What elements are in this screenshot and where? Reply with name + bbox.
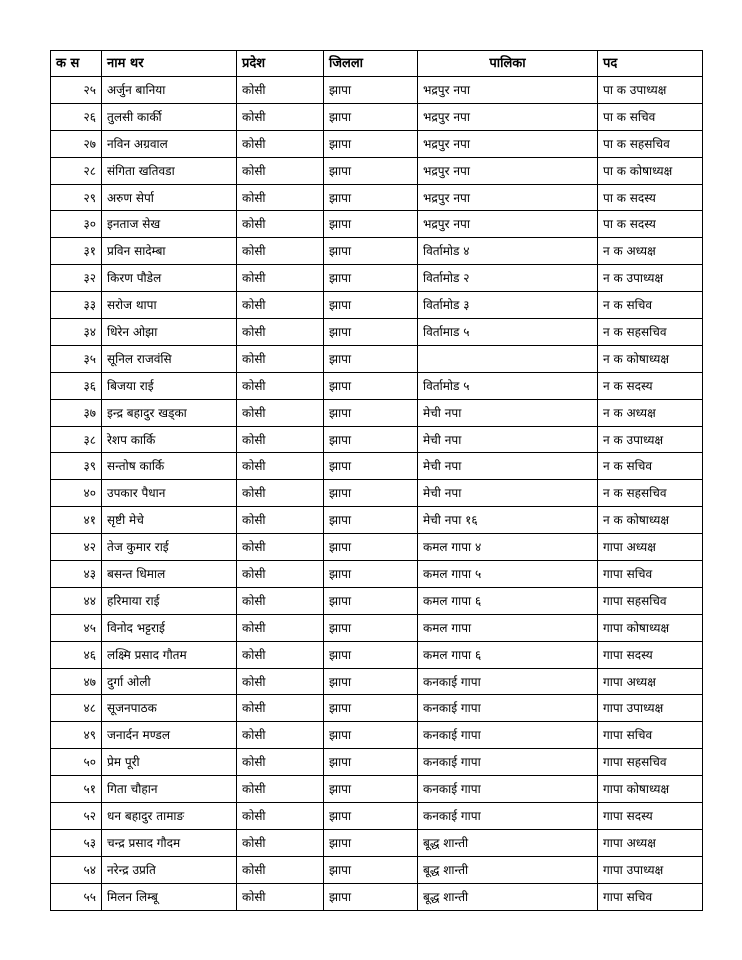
province-cell: कोसी [237,211,324,238]
district-cell: झापा [324,561,418,588]
name-cell: सूजनपाठक [102,695,237,722]
district-cell: झापा [324,103,418,130]
municipality-cell: मेची नपा [418,480,598,507]
table-row [51,507,703,534]
serial-cell: ३३ [51,292,102,319]
district-cell: झापा [324,265,418,292]
serial-cell: ५२ [51,803,102,830]
position-cell: गापा अध्यक्ष [598,534,703,561]
district-cell: झापा [324,641,418,668]
municipality-cell: भद्रपुर नपा [418,157,598,184]
position-cell: न क सचिव [598,292,703,319]
district-cell: झापा [324,668,418,695]
municipality-cell: भद्रपुर नपा [418,184,598,211]
municipality-cell: कमल गापा ६ [418,587,598,614]
table-row [51,803,703,830]
district-cell: झापा [324,749,418,776]
municipality-cell: कनकाई गापा [418,749,598,776]
name-cell: तुलसी कार्की [102,103,237,130]
province-cell: कोसी [237,480,324,507]
serial-cell: ४८ [51,695,102,722]
municipality-cell: कमल गापा ६ [418,641,598,668]
table-row [51,776,703,803]
municipality-cell: विर्तामोड ४ [418,238,598,265]
province-cell: कोसी [237,856,324,883]
position-cell: गापा उपाध्यक्ष [598,695,703,722]
serial-cell: ५५ [51,883,102,910]
table-row [51,157,703,184]
province-cell: कोसी [237,614,324,641]
district-cell: झापा [324,372,418,399]
district-cell: झापा [324,345,418,372]
serial-cell: २९ [51,184,102,211]
serial-cell: ५३ [51,829,102,856]
district-cell: झापा [324,453,418,480]
serial-cell: २७ [51,130,102,157]
province-cell: कोसी [237,103,324,130]
position-cell: पा क सचिव [598,103,703,130]
header-municipality: पालिका [418,51,598,77]
name-cell: दुर्गा ओली [102,668,237,695]
province-cell: कोसी [237,265,324,292]
table-row [51,561,703,588]
position-cell: गापा सचिव [598,722,703,749]
district-cell: झापा [324,507,418,534]
position-cell: न क उपाध्यक्ष [598,265,703,292]
table-row [51,749,703,776]
position-cell: न क अध्यक्ष [598,238,703,265]
header-name: नाम थर [102,51,237,77]
position-cell: गापा सचिव [598,561,703,588]
table-row [51,641,703,668]
municipality-cell: कनकाई गापा [418,803,598,830]
municipality-cell: मेची नपा [418,399,598,426]
province-cell: कोसी [237,776,324,803]
header-province: प्रदेश [237,51,324,77]
position-cell: न क सचिव [598,453,703,480]
province-cell: कोसी [237,184,324,211]
district-cell: झापा [324,776,418,803]
table-row [51,184,703,211]
serial-cell: २५ [51,77,102,104]
province-cell: कोसी [237,695,324,722]
province-cell: कोसी [237,77,324,104]
position-cell: न क कोषाध्यक्ष [598,507,703,534]
name-cell: मिलन लिम्बू [102,883,237,910]
table-row [51,399,703,426]
serial-cell: ३४ [51,319,102,346]
table-row [51,372,703,399]
name-cell: अर्जुन बानिया [102,77,237,104]
table-row [51,103,703,130]
municipality-cell: बूद्ध शान्ती [418,829,598,856]
header-position: पद [598,51,703,77]
province-cell: कोसी [237,130,324,157]
municipality-cell: भद्रपुर नपा [418,130,598,157]
district-cell: झापा [324,722,418,749]
district-cell: झापा [324,614,418,641]
position-cell: न क अध्यक्ष [598,399,703,426]
table-row [51,426,703,453]
municipality-cell: विर्तामोड ५ [418,372,598,399]
province-cell: कोसी [237,668,324,695]
name-cell: किरण पौडेल [102,265,237,292]
position-cell: गापा सदस्य [598,803,703,830]
name-cell: गिता चौहान [102,776,237,803]
province-cell: कोसी [237,292,324,319]
name-cell: धन बहादुर तामाङ [102,803,237,830]
province-cell: कोसी [237,453,324,480]
municipality-cell: कनकाई गापा [418,776,598,803]
serial-cell: ४७ [51,668,102,695]
serial-cell: ३६ [51,372,102,399]
table-body [51,77,703,911]
position-cell: गापा सचिव [598,883,703,910]
position-cell: गापा सहसचिव [598,587,703,614]
serial-cell: ३० [51,211,102,238]
table-row [51,292,703,319]
position-cell: न क सहसचिव [598,319,703,346]
district-cell: झापा [324,856,418,883]
name-cell: तेज कुमार राई [102,534,237,561]
header-district: जिलला [324,51,418,77]
position-cell: गापा अध्यक्ष [598,668,703,695]
name-cell: जनार्दन मण्डल [102,722,237,749]
table-row [51,668,703,695]
municipality-cell: मेची नपा [418,426,598,453]
province-cell: कोसी [237,319,324,346]
municipality-cell: विर्तामाड ५ [418,319,598,346]
name-cell: विनोद भट्टराई [102,614,237,641]
province-cell: कोसी [237,238,324,265]
district-cell: झापा [324,803,418,830]
position-cell: पा क कोषाध्यक्ष [598,157,703,184]
municipality-cell: विर्तामोड २ [418,265,598,292]
position-cell: गापा अध्यक्ष [598,829,703,856]
municipality-cell: भद्रपुर नपा [418,211,598,238]
province-cell: कोसी [237,399,324,426]
name-cell: धिरेन ओझा [102,319,237,346]
name-cell: लक्ष्मि प्रसाद गौतम [102,641,237,668]
serial-cell: २८ [51,157,102,184]
name-cell: नरेन्द्र उप्रति [102,856,237,883]
serial-cell: ४६ [51,641,102,668]
name-cell: सरोज थापा [102,292,237,319]
serial-cell: ३२ [51,265,102,292]
name-cell: सूनिल राजवंसि [102,345,237,372]
members-table [50,50,703,911]
table-row [51,534,703,561]
district-cell: झापा [324,426,418,453]
province-cell: कोसी [237,829,324,856]
district-cell: झापा [324,211,418,238]
municipality-cell: विर्तामोड ३ [418,292,598,319]
municipality-cell: बूद्ध शान्ती [418,883,598,910]
table-row [51,856,703,883]
province-cell: कोसी [237,426,324,453]
province-cell: कोसी [237,722,324,749]
position-cell: पा क सदस्य [598,211,703,238]
province-cell: कोसी [237,157,324,184]
name-cell: सृष्टी मेचे [102,507,237,534]
table-row [51,265,703,292]
province-cell: कोसी [237,534,324,561]
district-cell: झापा [324,587,418,614]
position-cell: गापा सदस्य [598,641,703,668]
province-cell: कोसी [237,372,324,399]
province-cell: कोसी [237,587,324,614]
position-cell: पा क सहसचिव [598,130,703,157]
municipality-cell: कनकाई गापा [418,722,598,749]
district-cell: झापा [324,184,418,211]
name-cell: रेशप कार्कि [102,426,237,453]
district-cell: झापा [324,292,418,319]
municipality-cell: कनकाई गापा [418,668,598,695]
table-row [51,722,703,749]
name-cell: उपकार पैधान [102,480,237,507]
position-cell: गापा उपाध्यक्ष [598,856,703,883]
name-cell: नविन अग्रवाल [102,130,237,157]
serial-cell: ३५ [51,345,102,372]
table-row [51,587,703,614]
serial-cell: ४५ [51,614,102,641]
district-cell: झापा [324,829,418,856]
serial-cell: ४३ [51,561,102,588]
position-cell: गापा कोषाध्यक्ष [598,776,703,803]
position-cell: पा क सदस्य [598,184,703,211]
municipality-cell: कमल गापा ४ [418,534,598,561]
table-row [51,211,703,238]
municipality-cell: भद्रपुर नपा [418,77,598,104]
province-cell: कोसी [237,749,324,776]
position-cell: न क कोषाध्यक्ष [598,345,703,372]
table-row [51,77,703,104]
name-cell: इन्द्र बहादुर खड्का [102,399,237,426]
name-cell: प्रविन सादेम्बा [102,238,237,265]
serial-cell: ३७ [51,399,102,426]
serial-cell: ३८ [51,426,102,453]
district-cell: झापा [324,319,418,346]
province-cell: कोसी [237,641,324,668]
municipality-cell: मेची नपा [418,453,598,480]
province-cell: कोसी [237,883,324,910]
name-cell: बसन्त धिमाल [102,561,237,588]
name-cell: संगिता खतिवडा [102,157,237,184]
name-cell: प्रेम पूरी [102,749,237,776]
name-cell: सन्तोष कार्कि [102,453,237,480]
table-row [51,319,703,346]
header-row [51,51,703,77]
serial-cell: ५१ [51,776,102,803]
municipality-cell: बूद्ध शान्ती [418,856,598,883]
municipality-cell: कमल गापा [418,614,598,641]
table-row [51,130,703,157]
province-cell: कोसी [237,561,324,588]
district-cell: झापा [324,238,418,265]
serial-cell: ४२ [51,534,102,561]
municipality-cell: मेची नपा १६ [418,507,598,534]
municipality-cell: कमल गापा ५ [418,561,598,588]
serial-cell: ४१ [51,507,102,534]
name-cell: बिजया राई [102,372,237,399]
name-cell: अरुण सेर्पा [102,184,237,211]
table-row [51,614,703,641]
position-cell: न क उपाध्यक्ष [598,426,703,453]
position-cell: पा क उपाध्यक्ष [598,77,703,104]
position-cell: गापा सहसचिव [598,749,703,776]
district-cell: झापा [324,399,418,426]
serial-cell: ४० [51,480,102,507]
position-cell: गापा कोषाध्यक्ष [598,614,703,641]
table-row [51,829,703,856]
district-cell: झापा [324,534,418,561]
serial-cell: ४४ [51,587,102,614]
table-row [51,480,703,507]
name-cell: चन्द्र प्रसाद गौदम [102,829,237,856]
district-cell: झापा [324,77,418,104]
district-cell: झापा [324,695,418,722]
district-cell: झापा [324,130,418,157]
municipality-cell [418,345,598,372]
position-cell: न क सहसचिव [598,480,703,507]
province-cell: कोसी [237,345,324,372]
table-row [51,238,703,265]
district-cell: झापा [324,480,418,507]
serial-cell: ३९ [51,453,102,480]
province-cell: कोसी [237,803,324,830]
province-cell: कोसी [237,507,324,534]
municipality-cell: कनकाई गापा [418,695,598,722]
serial-cell: ५० [51,749,102,776]
table-row [51,453,703,480]
name-cell: इनताज सेख [102,211,237,238]
serial-cell: ५४ [51,856,102,883]
table-row [51,883,703,910]
serial-cell: २६ [51,103,102,130]
serial-cell: ४९ [51,722,102,749]
header-serial: क स [51,51,102,77]
district-cell: झापा [324,883,418,910]
district-cell: झापा [324,157,418,184]
name-cell: हरिमाया राई [102,587,237,614]
table-row [51,345,703,372]
position-cell: न क सदस्य [598,372,703,399]
municipality-cell: भद्रपुर नपा [418,103,598,130]
table-row [51,695,703,722]
serial-cell: ३१ [51,238,102,265]
